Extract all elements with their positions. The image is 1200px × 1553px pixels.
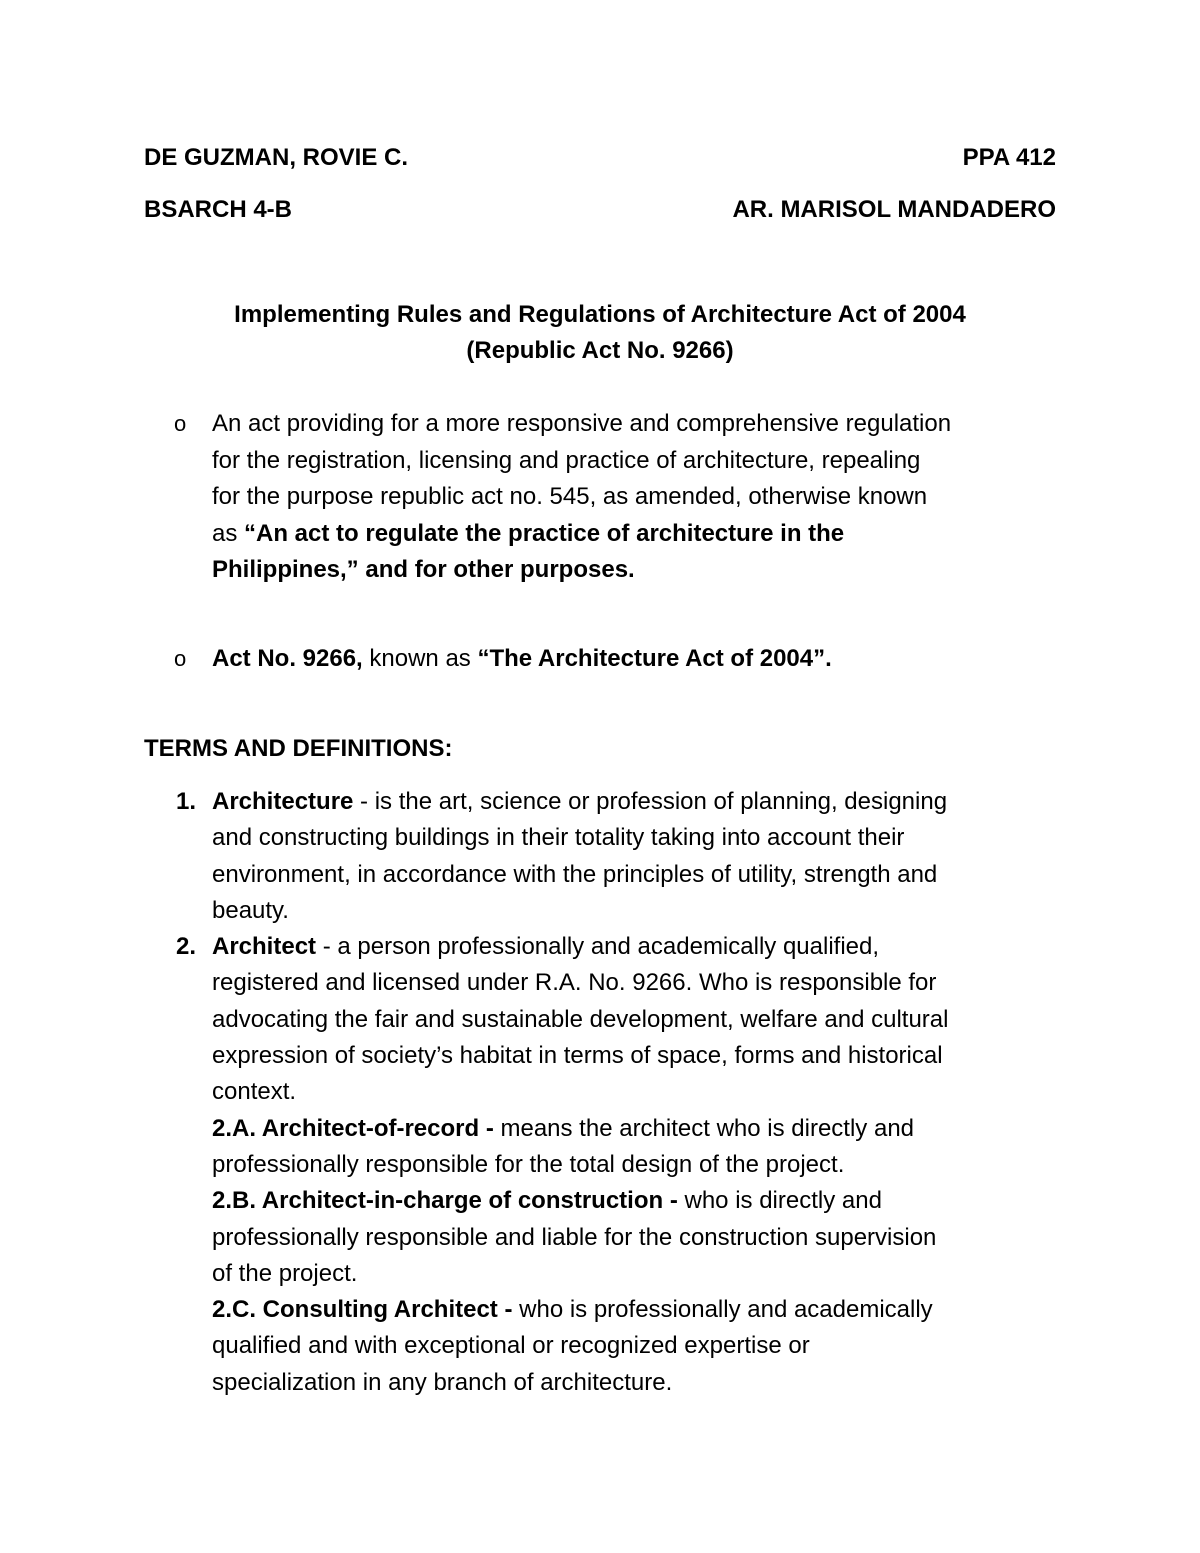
bullet-marker: o xyxy=(174,646,187,671)
text-line: of the project. xyxy=(212,1259,358,1287)
definition-consulting-architect xyxy=(144,1292,1056,1401)
title-line-1: Implementing Rules and Regulations of Architecture Act of 2004 xyxy=(234,301,966,328)
plain-text: who is directly and xyxy=(677,1187,882,1215)
text-line: registered and licensed under R.A. No. 9266. Who is responsible for xyxy=(212,969,937,997)
term: Architect xyxy=(212,933,317,961)
definition-architect xyxy=(144,929,1056,1110)
text-line: context. xyxy=(212,1078,297,1106)
definition-architecture xyxy=(144,784,1056,929)
header-row-2 xyxy=(144,195,1056,225)
definition-architect-in-charge xyxy=(144,1183,1056,1292)
list-number: 2. xyxy=(176,933,197,961)
document-title xyxy=(144,297,1056,369)
definition-architect-of-record xyxy=(144,1111,1056,1184)
plain-text: means the architect who is directly and xyxy=(493,1114,915,1142)
title-line-2: (Republic Act No. 9266) xyxy=(466,337,734,364)
bold-text: “The Architecture Act of 2004”. xyxy=(477,645,832,672)
plain-text: who is professionally and academically xyxy=(512,1296,933,1324)
text-line: for the registration, licensing and practice of architecture, repealing xyxy=(212,446,921,474)
term: 2.C. Consulting Architect - xyxy=(212,1296,513,1324)
bullet-marker: o xyxy=(174,411,187,436)
term: Architecture xyxy=(212,788,354,815)
text-line xyxy=(212,929,1056,965)
text-line xyxy=(212,641,1072,678)
text-line xyxy=(212,516,1072,553)
text-line: qualified and with exceptional or recognized expertise or xyxy=(212,1332,810,1360)
text-line: An act providing for a more responsive and comprehensive regulation xyxy=(212,410,952,437)
definitions-list xyxy=(144,784,1056,1401)
term: 2.B. Architect-in-charge of construction - xyxy=(212,1187,678,1215)
text-line: professionally responsible for the total design of the project. xyxy=(212,1150,845,1178)
plain-text: - a person professionally and academically qualified, xyxy=(316,933,880,961)
bold-text: “An act to regulate the practice of architecture in the xyxy=(244,519,845,547)
text-line xyxy=(212,1183,1056,1219)
list-number: 1. xyxy=(176,788,197,815)
bold-text: Act No. 9266, xyxy=(212,645,363,672)
text-line: specialization in any branch of architecture. xyxy=(212,1368,673,1396)
text-line: environment, in accordance with the principles of utility, strength and xyxy=(212,860,938,888)
text-line: advocating the fair and sustainable development, welfare and cultural xyxy=(212,1005,949,1033)
plain-text: as xyxy=(212,519,245,547)
plain-text: known as xyxy=(362,645,478,672)
text-line: beauty. xyxy=(212,896,289,924)
course-code: PPA 412 xyxy=(962,144,1056,171)
instructor: AR. MARISOL MANDADERO xyxy=(732,196,1056,223)
student-name: DE GUZMAN, ROVIE C. xyxy=(144,144,409,171)
terms-heading: TERMS AND DEFINITIONS: xyxy=(144,735,453,762)
text-line xyxy=(212,1292,1056,1328)
text-line xyxy=(212,1111,1056,1147)
term: 2.A. Architect-of-record - xyxy=(212,1114,494,1142)
bullet-text xyxy=(212,641,1072,678)
text-line: and constructing buildings in their totality taking into account their xyxy=(212,824,905,852)
header-row-1 xyxy=(144,143,1056,173)
text-line: expression of society’s habitat in terms of space, forms and historical xyxy=(212,1042,943,1070)
bullet-text xyxy=(212,406,1072,589)
text-line: for the purpose republic act no. 545, as amended, otherwise known xyxy=(212,483,928,510)
section: BSARCH 4-B xyxy=(144,196,293,223)
text-line xyxy=(212,784,1056,820)
text-line: Philippines,” and for other purposes. xyxy=(212,556,635,583)
text-line: professionally responsible and liable for the construction supervision xyxy=(212,1223,937,1251)
plain-text: - is the art, science or profession of planning, designing xyxy=(353,788,948,815)
